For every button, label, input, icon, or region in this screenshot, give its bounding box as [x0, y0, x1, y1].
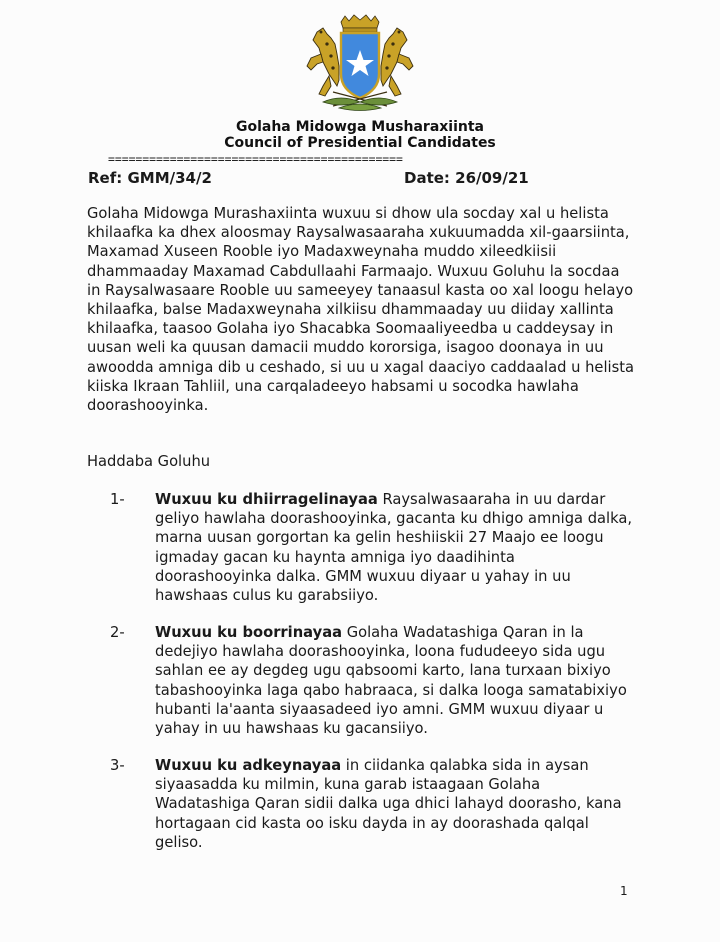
document-date: Date: 26/09/21	[404, 169, 529, 187]
list-item-number: 1-	[110, 491, 125, 508]
lead-in-text: Haddaba Goluhu	[87, 453, 211, 470]
right-leopard-icon	[381, 28, 413, 96]
intro-paragraph	[87, 204, 635, 415]
reference-number: Ref: GMM/34/2	[88, 169, 212, 187]
intro-text: Golaha Midowga Murashaxiinta wuxuu si dhow ula socday xal u helista khilaafka ka dhex aloosmay Raysalwasaaraha xukuumadda xil-gaarsiinta, Maxamad Xuseen Rooble iyo Madaxweynaha muddo xileedkiisii dhammaaday Maxamad Cabdullaahi Farmaajo. Wuxuu Goluhu la socdaa in Raysalwasaare Rooble uu sameeyey tanaasul kasta oo xal loogu helayo khilaafka, balse Madaxweynaha xilkiisu dhammaaday uu diiday xallinta khilaafka, taasoo Golaha iyo Shacabka Soomaaliyeedba u caddeysay in uusan weli ka quusan damacii muddo kororsiga, isagoo doonaya in uu awoodda amniga dib u ceshado, si uu u xagal daaciyo caddaalad u helista kiiska Ikraan Tahliil, una carqaladeeyo habsami u socodka hawlaha doorashooyinka.	[87, 205, 635, 415]
list-item-number: 2-	[110, 624, 125, 641]
list-item-1	[87, 490, 635, 605]
palm-leaves-icon	[323, 98, 397, 111]
list-item-lead: Wuxuu ku boorrinayaa	[155, 624, 343, 641]
list-item-2	[87, 623, 635, 738]
list-item-lead: Wuxuu ku adkeynayaa	[155, 757, 342, 774]
somalia-coat-of-arms	[293, 14, 427, 114]
shield-icon	[341, 33, 379, 98]
left-leopard-icon	[307, 28, 339, 96]
list-item-number: 3-	[110, 757, 125, 774]
org-name-somali: Golaha Midowga Musharaxiinta	[235, 119, 485, 135]
org-name-english: Council of Presidential Candidates	[224, 135, 496, 151]
list-item-text: Golaha Wadatashiga Qaran in la dedejiyo hawlaha doorashooyinka, loona fududeeyo sida ugu sahlan ee ay degdeg ugu qabsoomi karto, lana turxaan bixiyo tabashooyinka laga qabo habraaca, si dalka looga samatabixiyo hubanti la'aanta siyaasadeed iyo amni. GMM wuxuu diyaar u yahay in uu hawshaas ku gacansiiyo.	[155, 624, 627, 738]
header-divider: ===========================================	[108, 152, 403, 166]
list-item-3	[87, 756, 635, 852]
list-item-text: in ciidanka qalabka sida in aysan siyaasadda ku milmin, kuna garab istaagaan Golaha Wadatashiga Qaran sidii dalka uga dhici lahayd doorasho, kana hortagaan cid kasta oo isku dayda in ay doorashada qalqal geliso.	[155, 757, 622, 851]
list-item-lead: Wuxuu ku dhiirragelinayaa	[155, 491, 378, 508]
list-item-text: Raysalwasaaraha in uu dardar geliyo hawlaha doorashooyinka, gacanta ku dhigo amniga dalka, marna uusan gorgortan ka gelin heshiiskii 27 Maajo ee loogu igmaday gacan ku haynta amniga iyo daadihinta doorashooyinka dalka. GMM wuxuu diyaar u yahay in uu hawshaas culus ku garabsiiyo.	[155, 491, 633, 605]
page-number: 1	[620, 884, 628, 898]
crown-icon	[341, 15, 379, 32]
